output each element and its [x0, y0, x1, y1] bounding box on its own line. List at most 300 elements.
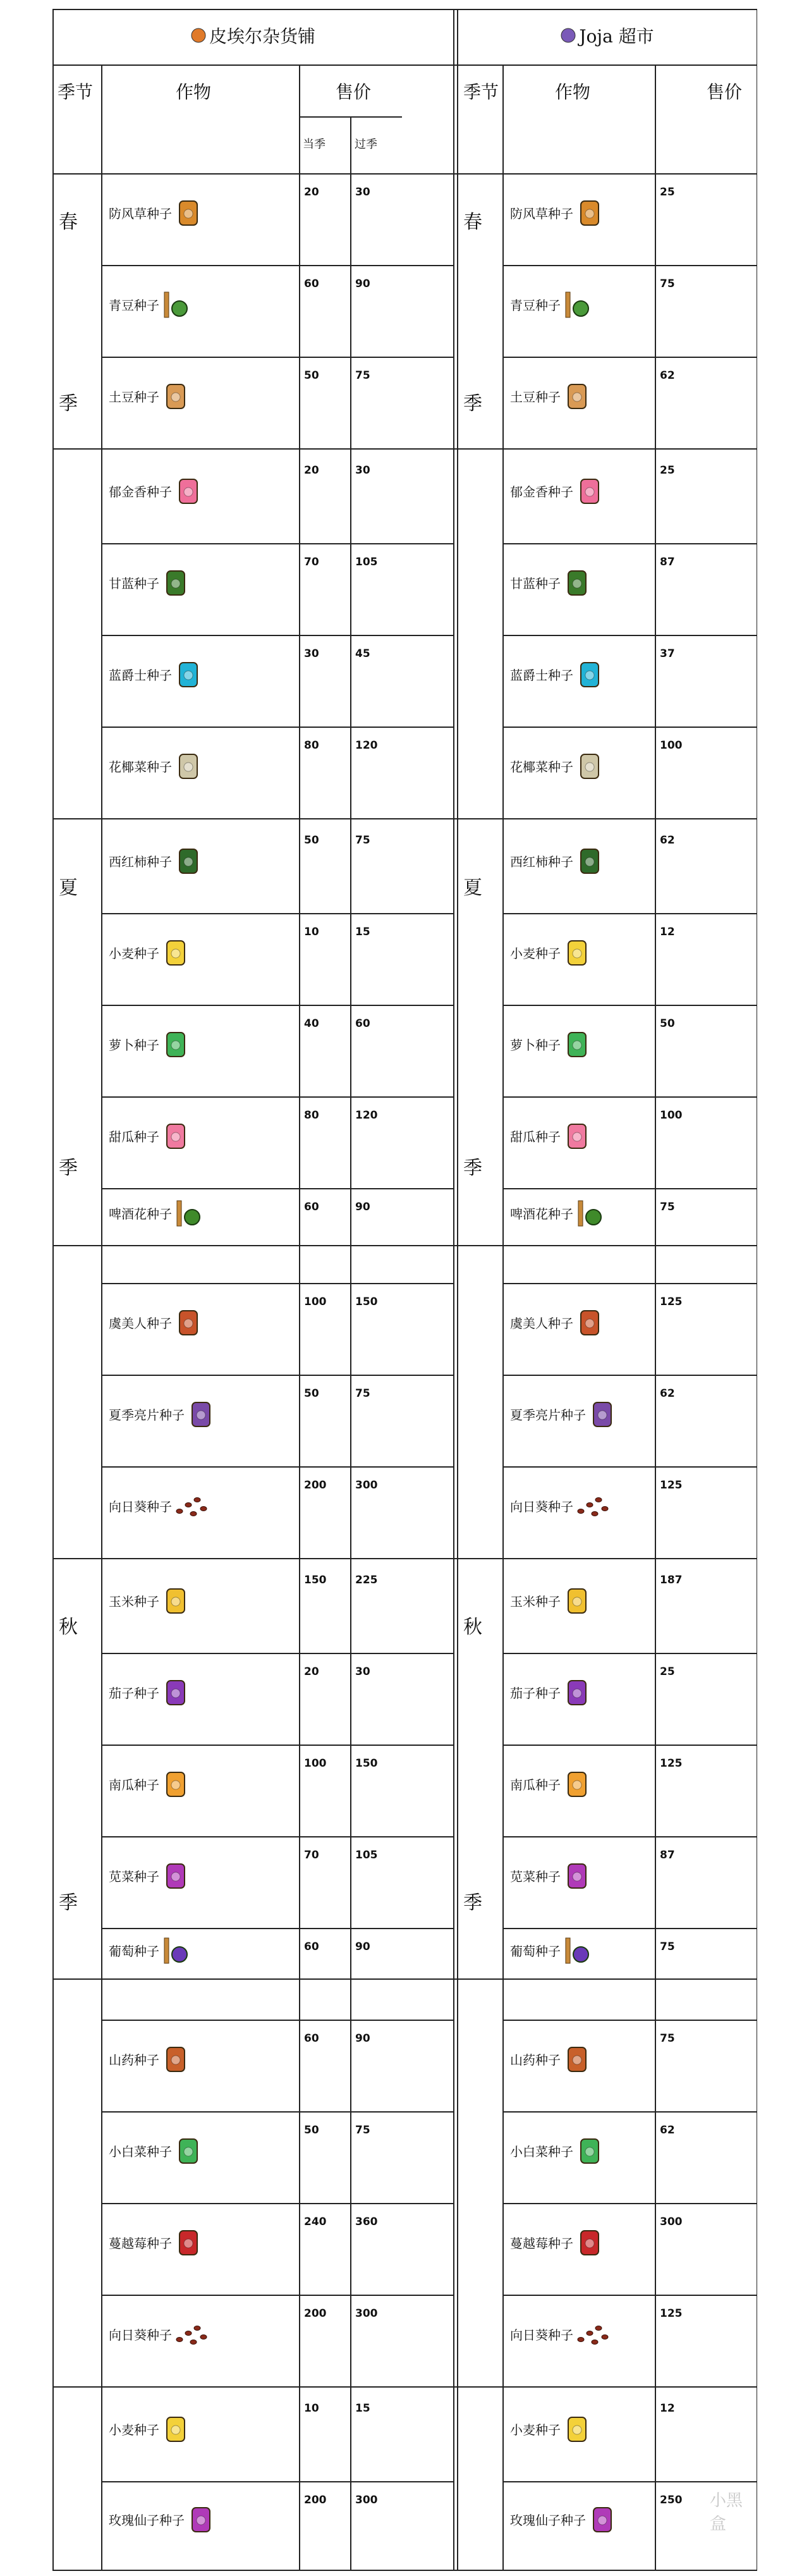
- joja-price: 25: [660, 464, 675, 477]
- crop-name: [109, 752, 201, 780]
- pierre-price: 20: [304, 186, 319, 199]
- row-divider: [101, 1745, 453, 1746]
- crop-label: 土豆种子: [510, 389, 561, 405]
- crop-name-joja: [510, 2415, 590, 2443]
- pierre-off-season-price: 120: [355, 739, 378, 752]
- crop-label: 小麦种子: [510, 2422, 561, 2438]
- crop-label: 向日葵种子: [510, 2328, 573, 2343]
- crop-name-joja: [510, 1309, 602, 1337]
- pierre-off-season-price: 120: [355, 1109, 378, 1122]
- pierre-price: 50: [304, 1387, 319, 1400]
- pierre-off-season-price: 60: [355, 1017, 370, 1030]
- kale-seeds-icon: [564, 569, 590, 597]
- joja-price: 12: [660, 926, 675, 938]
- grid-line: [299, 64, 300, 2570]
- corn-seeds-icon: [564, 1587, 590, 1615]
- row-divider: [101, 2481, 453, 2482]
- crop-name-joja: [510, 847, 602, 875]
- pierre-price: 60: [304, 1941, 319, 1953]
- block-bottom: [52, 2570, 757, 2571]
- sunflower-seeds-icon: [577, 2321, 612, 2348]
- header-price-joja: 售价: [707, 82, 743, 102]
- wheat-seeds-icon: [163, 939, 188, 967]
- cranberry-seeds-icon: [176, 2229, 201, 2257]
- store-divider: [457, 9, 458, 2570]
- crop-label: 甘蓝种子: [109, 576, 159, 592]
- pierre-price: 20: [304, 1665, 319, 1678]
- crop-label: 蔓越莓种子: [109, 2236, 172, 2252]
- potato-seeds-icon: [163, 383, 188, 410]
- row-divider: [101, 1375, 453, 1376]
- pierre-off-season-price: 300: [355, 2494, 378, 2506]
- crop-name-joja: [510, 2506, 615, 2534]
- crop-name: [109, 939, 188, 967]
- joja-price: 100: [660, 1109, 683, 1122]
- crop-name: [109, 2321, 211, 2348]
- eggplant-seeds-icon: [564, 1679, 590, 1707]
- row-divider: [101, 913, 453, 914]
- row-divider: [101, 2295, 453, 2296]
- joja-price: 25: [660, 186, 675, 199]
- row-divider: [101, 1096, 453, 1098]
- crop-label: 西红柿种子: [510, 854, 573, 870]
- season-autumn-joja: 秋: [463, 1616, 482, 1639]
- crop-name-joja: [510, 2045, 590, 2073]
- yam-seeds-icon: [163, 2045, 188, 2073]
- bok-choy-seeds-icon: [176, 2137, 201, 2165]
- crop-name: [109, 199, 201, 227]
- row-divider: [101, 265, 453, 266]
- row-divider: [502, 2295, 757, 2296]
- store-divider: [453, 9, 454, 2570]
- table-top-border: [52, 9, 757, 10]
- joja-price: 75: [660, 278, 675, 290]
- joja-price: 62: [660, 834, 675, 847]
- season-spring-suffix: 季: [59, 393, 78, 415]
- pierre-price: 20: [304, 464, 319, 477]
- joja-price: 37: [660, 647, 675, 660]
- row-divider: [502, 727, 757, 728]
- crop-label: 防风草种子: [510, 206, 573, 222]
- row-divider: [502, 2481, 757, 2482]
- crop-label: 蔓越莓种子: [510, 2236, 573, 2252]
- crop-name: [109, 661, 201, 689]
- row-divider: [101, 1283, 453, 1284]
- crop-label: 葡萄种子: [510, 1944, 561, 1960]
- crop-label: 向日葵种子: [109, 1499, 172, 1515]
- joja-price: 12: [660, 2402, 675, 2415]
- crop-name: [109, 1199, 201, 1227]
- crop-label: 青豆种子: [109, 298, 159, 314]
- crop-name: [109, 1309, 201, 1337]
- crop-name: [109, 1770, 188, 1798]
- crop-label: 蓝爵士种子: [109, 668, 172, 684]
- block-divider: [52, 448, 757, 450]
- row-divider: [101, 2203, 453, 2204]
- crop-name: [109, 1122, 188, 1150]
- store-title-left: [52, 23, 453, 48]
- crop-name-joja: [510, 1862, 590, 1890]
- row-divider: [502, 1096, 757, 1098]
- crop-name-joja: [510, 383, 590, 410]
- hops-starter-icon: [176, 1199, 201, 1227]
- crop-name-joja: [510, 752, 602, 780]
- crop-label: 玫瑰仙子种子: [510, 2513, 586, 2529]
- pierre-price: 60: [304, 278, 319, 290]
- bean-starter-icon: [163, 291, 188, 319]
- crop-label: 小白菜种子: [510, 2144, 573, 2160]
- crop-name-joja: [510, 291, 590, 319]
- jazz-seeds-icon: [176, 661, 201, 689]
- pierre-price: 50: [304, 834, 319, 847]
- crop-label: 葡萄种子: [109, 1944, 159, 1960]
- pierre-price: 70: [304, 556, 319, 568]
- grid-line: [502, 64, 504, 2570]
- grid-line: [655, 64, 656, 2570]
- pierre-price: 40: [304, 1017, 319, 1030]
- crop-name-joja: [510, 199, 602, 227]
- crop-label: 小麦种子: [109, 946, 159, 962]
- crop-name: [109, 1679, 188, 1707]
- crop-label: 小麦种子: [109, 2422, 159, 2438]
- row-divider: [502, 2020, 757, 2021]
- tomato-seeds-icon: [577, 847, 602, 875]
- joja-price: 62: [660, 1387, 675, 1400]
- crop-name-joja: [510, 477, 602, 505]
- crop-label: 山药种子: [510, 2052, 561, 2068]
- pierre-price: 50: [304, 369, 319, 382]
- pierre-price: 10: [304, 2402, 319, 2415]
- season-summer: 夏: [59, 877, 78, 900]
- store-title-right: [457, 23, 757, 48]
- crop-name: [109, 2506, 214, 2534]
- grid-line: [350, 116, 351, 2570]
- row-divider: [502, 1653, 757, 1654]
- crop-label: 蓝爵士种子: [510, 668, 573, 684]
- joja-price: 300: [660, 2216, 683, 2228]
- row-divider: [502, 1188, 757, 1189]
- seed-price-table: [52, 9, 757, 2570]
- pierre-off-season-price: 300: [355, 1479, 378, 1492]
- season-summer-joja: 夏: [463, 877, 482, 900]
- crop-label: 花椰菜种子: [510, 759, 573, 775]
- poppy-seeds-icon: [577, 1309, 602, 1337]
- wheat-seeds-icon: [564, 2415, 590, 2443]
- crop-label: 茄子种子: [510, 1686, 561, 1702]
- header-crop: 作物: [176, 82, 212, 102]
- row-divider: [502, 2111, 757, 2113]
- crop-name: [109, 569, 188, 597]
- crop-label: 萝卜种子: [510, 1038, 561, 1053]
- table-right-border: [757, 9, 758, 2570]
- joja-price: 50: [660, 1017, 675, 1030]
- crop-name: [109, 1492, 211, 1520]
- joja-price: 62: [660, 2124, 675, 2137]
- crop-label: 花椰菜种子: [109, 759, 172, 775]
- pierre-price: 30: [304, 647, 319, 660]
- pierre-price: 150: [304, 1574, 327, 1586]
- row-divider: [502, 357, 757, 358]
- store-title-text: Joja 超市: [579, 26, 654, 47]
- header-price: 售价: [336, 82, 372, 102]
- season-autumn-suffix: 季: [59, 1891, 78, 1914]
- joja-price: 75: [660, 1941, 675, 1953]
- row-divider: [502, 1928, 757, 1929]
- pierre-off-season-price: 300: [355, 2307, 378, 2320]
- row-divider: [101, 1005, 453, 1006]
- joja-mart-icon: [560, 27, 576, 44]
- parsnip-seeds-icon: [577, 199, 602, 227]
- joja-price: 125: [660, 1296, 683, 1308]
- crop-name-joja: [510, 1679, 590, 1707]
- pumpkin-seeds-icon: [564, 1770, 590, 1798]
- joja-price: 87: [660, 556, 675, 568]
- wheat-seeds-icon: [163, 2415, 188, 2443]
- row-divider: [502, 1375, 757, 1376]
- pierre-price: 200: [304, 2307, 327, 2320]
- pierre-price: 80: [304, 739, 319, 752]
- row-divider: [101, 635, 453, 636]
- crop-name: [109, 383, 188, 410]
- crop-label: 萝卜种子: [109, 1038, 159, 1053]
- header-season-joja: 季节: [463, 82, 499, 102]
- pierre-off-season-price: 150: [355, 1296, 378, 1308]
- joja-price: 87: [660, 1849, 675, 1861]
- block-divider: [52, 1978, 757, 1980]
- crop-name-joja: [510, 2137, 602, 2165]
- subheader-divider: [299, 116, 402, 118]
- jazz-seeds-icon: [577, 661, 602, 689]
- crop-label: 南瓜种子: [510, 1777, 561, 1793]
- grid-line: [101, 64, 102, 2570]
- pierre-price: 10: [304, 926, 319, 938]
- crop-name: [109, 2415, 188, 2443]
- pierre-price: 240: [304, 2216, 327, 2228]
- crop-name-joja: [510, 1770, 590, 1798]
- pierre-price: 200: [304, 1479, 327, 1492]
- pierre-off-season-price: 30: [355, 1665, 370, 1678]
- kale-seeds-icon: [163, 569, 188, 597]
- pierre-off-season-price: 30: [355, 464, 370, 477]
- poppy-seeds-icon: [176, 1309, 201, 1337]
- block-divider: [52, 1558, 757, 1559]
- crop-name: [109, 2229, 201, 2257]
- crop-label: 玉米种子: [109, 1594, 159, 1610]
- tomato-seeds-icon: [176, 847, 201, 875]
- pierre-price: 100: [304, 1757, 327, 1770]
- cauliflower-seeds-icon: [577, 752, 602, 780]
- crop-label: 虞美人种子: [109, 1316, 172, 1332]
- block-divider: [52, 2386, 757, 2388]
- grape-starter-icon: [564, 1937, 590, 1965]
- crop-name: [109, 1587, 188, 1615]
- pierre-price: 60: [304, 1201, 319, 1213]
- spangle-seeds-icon: [188, 1401, 214, 1428]
- row-divider: [502, 265, 757, 266]
- pierre-off-season-price: 15: [355, 926, 370, 938]
- pierre-off-season-price: 75: [355, 1387, 370, 1400]
- fairy-seeds-icon: [590, 2506, 615, 2534]
- row-divider: [101, 1836, 453, 1837]
- row-divider: [502, 1283, 757, 1284]
- yam-seeds-icon: [564, 2045, 590, 2073]
- crop-name-joja: [510, 2321, 612, 2348]
- row-divider: [502, 1005, 757, 1006]
- store-title-text: 皮埃尔杂货铺: [209, 26, 315, 47]
- pierre-off-season-price: 150: [355, 1757, 378, 1770]
- joja-price: 75: [660, 1201, 675, 1213]
- pierre-off-season-price: 105: [355, 556, 378, 568]
- joja-price: 62: [660, 369, 675, 382]
- crop-label: 甘蓝种子: [510, 576, 561, 592]
- pierre-off-season-price: 105: [355, 1849, 378, 1861]
- crop-name: [109, 1862, 188, 1890]
- row-divider: [101, 2111, 453, 2113]
- pierre-off-season-price: 45: [355, 647, 370, 660]
- watermark: 小黑盒: [710, 2491, 743, 2534]
- pierre-price: 200: [304, 2494, 327, 2506]
- crop-label: 玉米种子: [510, 1594, 561, 1610]
- crop-label: 山药种子: [109, 2052, 159, 2068]
- season-autumn: 秋: [59, 1616, 78, 1639]
- crop-label: 苋菜种子: [510, 1869, 561, 1885]
- tulip-bulb-icon: [577, 477, 602, 505]
- crop-label: 玫瑰仙子种子: [109, 2513, 185, 2529]
- row-divider: [101, 1188, 453, 1189]
- crop-label: 苋菜种子: [109, 1869, 159, 1885]
- pierre-off-season-price: 225: [355, 1574, 378, 1586]
- sunflower-seeds-icon: [176, 1492, 211, 1520]
- spangle-seeds-icon: [590, 1401, 615, 1428]
- table-left-border: [52, 9, 54, 2570]
- bean-starter-icon: [564, 291, 590, 319]
- row-divider: [502, 1466, 757, 1468]
- pumpkin-seeds-icon: [163, 1770, 188, 1798]
- pierre-off-season-price: 90: [355, 1201, 370, 1213]
- block-divider: [52, 1245, 757, 1246]
- row-divider: [101, 2020, 453, 2021]
- header-divider: [52, 64, 757, 66]
- pierre-price: 70: [304, 1849, 319, 1861]
- crop-name: [109, 1031, 188, 1058]
- pierre-off-season-price: 90: [355, 2032, 370, 2045]
- row-divider: [502, 913, 757, 914]
- crop-name-joja: [510, 939, 590, 967]
- crop-label: 甜瓜种子: [510, 1129, 561, 1145]
- grape-starter-icon: [163, 1937, 188, 1965]
- tulip-bulb-icon: [176, 477, 201, 505]
- bok-choy-seeds-icon: [577, 2137, 602, 2165]
- fairy-seeds-icon: [188, 2506, 214, 2534]
- crop-label: 土豆种子: [109, 389, 159, 405]
- crop-label: 夏季亮片种子: [109, 1408, 185, 1423]
- crop-label: 茄子种子: [109, 1686, 159, 1702]
- pierre-price: 80: [304, 1109, 319, 1122]
- joja-price: 250: [660, 2494, 683, 2506]
- season-spring: 春: [59, 211, 78, 234]
- crop-name-joja: [510, 661, 602, 689]
- melon-seeds-icon: [163, 1122, 188, 1150]
- eggplant-seeds-icon: [163, 1679, 188, 1707]
- row-divider: [502, 1745, 757, 1746]
- joja-price: 100: [660, 739, 683, 752]
- crop-label: 小白菜种子: [109, 2144, 172, 2160]
- season-autumn-suffix-joja: 季: [463, 1891, 482, 1914]
- joja-price: 125: [660, 1479, 683, 1492]
- crop-name-joja: [510, 1401, 615, 1428]
- crop-label: 向日葵种子: [109, 2328, 172, 2343]
- pierre-price: 50: [304, 2124, 319, 2137]
- amaranth-seeds-icon: [163, 1862, 188, 1890]
- crop-name-joja: [510, 1587, 590, 1615]
- pierre-off-season-price: 75: [355, 2124, 370, 2137]
- season-spring-joja: 春: [463, 211, 482, 234]
- hops-starter-icon: [577, 1199, 602, 1227]
- crop-label: 虞美人种子: [510, 1316, 573, 1332]
- crop-label: 小麦种子: [510, 946, 561, 962]
- header-off-season: 过季: [355, 138, 377, 151]
- joja-price: 187: [660, 1574, 683, 1586]
- pierre-off-season-price: 90: [355, 1941, 370, 1953]
- row-divider: [101, 1466, 453, 1468]
- crop-label: 夏季亮片种子: [510, 1408, 586, 1423]
- crop-name-joja: [510, 1031, 590, 1058]
- pierre-price: 60: [304, 2032, 319, 2045]
- crop-name-joja: [510, 1122, 590, 1150]
- pierre-off-season-price: 75: [355, 369, 370, 382]
- crop-name: [109, 1401, 214, 1428]
- header-crop-joja: 作物: [555, 82, 591, 102]
- crop-label: 西红柿种子: [109, 854, 172, 870]
- parsnip-seeds-icon: [176, 199, 201, 227]
- crop-name: [109, 847, 201, 875]
- crop-name: [109, 2137, 201, 2165]
- season-summer-suffix: 季: [59, 1156, 78, 1179]
- crop-name-joja: [510, 569, 590, 597]
- crop-name: [109, 1937, 188, 1965]
- crop-label: 啤酒花种子: [109, 1206, 172, 1222]
- row-divider: [101, 543, 453, 544]
- row-divider: [101, 357, 453, 358]
- crop-label: 啤酒花种子: [510, 1206, 573, 1222]
- pierre-off-season-price: 90: [355, 278, 370, 290]
- corn-seeds-icon: [163, 1587, 188, 1615]
- row-divider: [101, 727, 453, 728]
- wheat-seeds-icon: [564, 939, 590, 967]
- pierre-price: 100: [304, 1296, 327, 1308]
- crop-label: 防风草种子: [109, 206, 172, 222]
- melon-seeds-icon: [564, 1122, 590, 1150]
- block-divider: [52, 818, 757, 819]
- sunflower-seeds-icon: [577, 1492, 612, 1520]
- crop-name-joja: [510, 1199, 602, 1227]
- sunflower-seeds-icon: [176, 2321, 211, 2348]
- row-divider: [502, 2203, 757, 2204]
- row-divider: [502, 1836, 757, 1837]
- season-spring-suffix-joja: 季: [463, 393, 482, 415]
- cranberry-seeds-icon: [577, 2229, 602, 2257]
- crop-label: 向日葵种子: [510, 1499, 573, 1515]
- cauliflower-seeds-icon: [176, 752, 201, 780]
- pierre-off-season-price: 75: [355, 834, 370, 847]
- potato-seeds-icon: [564, 383, 590, 410]
- header-in-season: 当季: [303, 138, 325, 151]
- crop-label: 郁金香种子: [510, 484, 573, 500]
- crop-label: 南瓜种子: [109, 1777, 159, 1793]
- season-summer-suffix-joja: 季: [463, 1156, 482, 1179]
- crop-name: [109, 2045, 188, 2073]
- crop-name-joja: [510, 2229, 602, 2257]
